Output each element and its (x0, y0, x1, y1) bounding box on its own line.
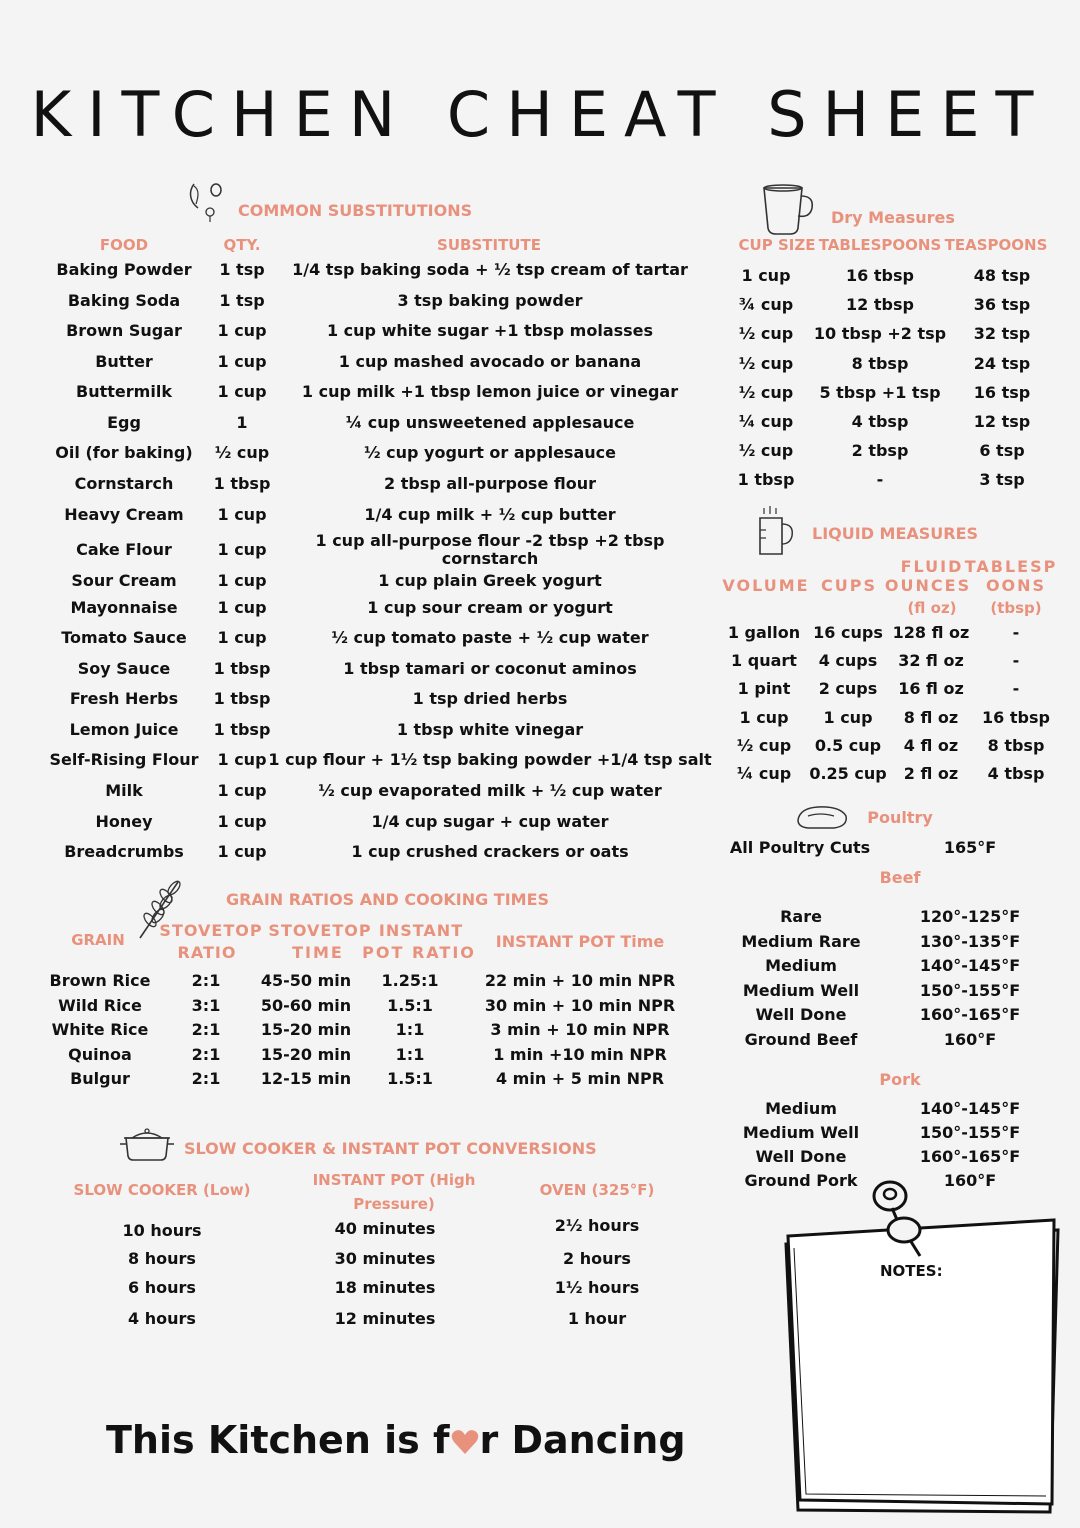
dry-tsp-cell: 16 tsp (973, 382, 1031, 402)
col-tablespoons-header: TABLESPOONS (818, 236, 942, 254)
sub-food-cell: Butter (95, 352, 153, 371)
dry-cup-cell: ½ cup (738, 353, 794, 373)
liquid-cups-cell: 0.25 cup (809, 764, 887, 783)
grain-ip-time-cell: 30 min + 10 min NPR (484, 995, 676, 1015)
col-fluid-header-2: OUNCES (884, 576, 972, 595)
col-stovetop-ratio-header-1: STOVETOP (159, 921, 263, 940)
liquid-tbsp-cell: 4 tbsp (987, 764, 1045, 783)
liquid-tbsp-cell: 16 tbsp (982, 707, 1050, 727)
sub-food-cell: Buttermilk (76, 382, 172, 401)
col-tbsp-header-1: TABLESP (964, 557, 1058, 576)
liquid-volume-cell: ¼ cup (736, 764, 792, 783)
sub-substitute-cell: 1 cup plain Greek yogurt (378, 571, 602, 590)
grain-ratio-cell: 2:1 (191, 1069, 221, 1088)
liquid-cups-cell: 2 cups (818, 679, 878, 699)
col-ip-header-2: Pressure) (353, 1195, 435, 1213)
sub-food-cell: Soy Sauce (77, 659, 171, 678)
dry-tbsp-cell: 16 tbsp (846, 266, 914, 285)
dry-tbsp-cell: 10 tbsp +2 tsp (813, 324, 947, 344)
col-stovetop-ratio-header-2: RATIO (177, 943, 237, 962)
sub-food-cell: Milk (105, 781, 143, 800)
liquid-tbsp-cell: - (1012, 623, 1020, 642)
col-ip-header-1: INSTANT POT (High (312, 1171, 476, 1189)
sub-substitute-cell-line2: cornstarch (441, 549, 539, 568)
grain-ratio-cell: 2:1 (191, 971, 221, 990)
liquid-floz-cell: 8 fl oz (903, 707, 959, 727)
dry-tsp-cell: 32 tsp (973, 324, 1031, 344)
sub-food-cell: Mayonnaise (70, 598, 178, 617)
liquid-volume-cell: 1 pint (737, 679, 791, 699)
dry-tbsp-cell: - (876, 470, 884, 490)
grain-name-cell: Bulgur (70, 1069, 130, 1088)
sub-substitute-cell: ½ cup yogurt or applesauce (364, 443, 616, 462)
pork-temp-cell: 150°-155°F (919, 1123, 1021, 1142)
dry-tsp-cell: 24 tsp (973, 353, 1031, 373)
sub-substitute-cell: ½ cup tomato paste + ½ cup water (331, 628, 649, 647)
liquid-tbsp-cell: 8 tbsp (987, 735, 1045, 755)
grain-ip-time-cell: 4 min + 5 min NPR (495, 1069, 665, 1088)
oven-cell: 1½ hours (554, 1278, 640, 1297)
grain-ip-ratio-cell: 1:1 (395, 1044, 425, 1064)
sub-qty-cell: 1 cup (217, 382, 267, 401)
footer-slogan (106, 1418, 686, 1462)
sub-substitute-cell: 1/4 tsp baking soda + ½ tsp cream of tartar (292, 260, 688, 279)
sub-qty-cell: ½ cup (214, 443, 270, 462)
beef-temp-cell: 160°F (943, 1030, 997, 1049)
measuring-cup-icon (752, 506, 798, 558)
sub-qty-cell: 1 tbsp (213, 659, 271, 678)
sub-substitute-cell: 1 cup mashed avocado or banana (338, 352, 642, 371)
grain-ratio-cell: 3:1 (191, 995, 221, 1015)
grain-ip-ratio-cell: 1.5:1 (387, 1069, 433, 1088)
page-title: KITCHEN CHEAT SHEET (30, 78, 1050, 151)
sub-substitute-cell: 1 cup all-purpose flour -2 tbsp +2 tbsp (315, 531, 665, 550)
sub-qty-cell: 1 tsp (219, 260, 265, 279)
liquid-floz-cell: 2 fl oz (903, 764, 959, 783)
grain-ratio-cell: 2:1 (191, 1044, 221, 1064)
beef-doneness-cell: Medium Rare (741, 931, 861, 951)
sub-qty-cell: 1 cup (217, 842, 267, 861)
sub-substitute-cell: 1 cup sour cream or yogurt (367, 598, 613, 617)
col-stovetop-time-header-1: STOVETOP (268, 921, 372, 940)
dry-cup-cell: ½ cup (738, 441, 794, 461)
sub-food-cell: Lemon Juice (69, 720, 179, 739)
pork-temp-cell: 160°-165°F (919, 1147, 1021, 1166)
slow-cooker-cell: 8 hours (128, 1249, 196, 1268)
col-cups-header: CUPS (821, 576, 877, 595)
col-cup-size-header: CUP SIZE (738, 236, 816, 254)
col-grain-header: GRAIN (71, 931, 125, 949)
sub-food-cell: Self-Rising Flour (49, 750, 199, 769)
col-stovetop-time-header-2: TIME (292, 943, 344, 962)
liquid-cups-cell: 16 cups (813, 623, 883, 642)
sub-substitute-cell: 1 cup crushed crackers or oats (351, 842, 629, 861)
sub-qty-cell: 1 tbsp (213, 689, 271, 708)
coffee-cup-icon (758, 182, 818, 238)
sub-qty-cell: 1 cup (217, 598, 267, 617)
dry-cup-cell: ¼ cup (738, 412, 794, 431)
grain-time-cell: 45-50 min (260, 971, 352, 990)
col-ip-ratio-header-2: POT RATIO (362, 943, 476, 962)
beef-doneness-cell: Medium Well (742, 980, 860, 1000)
grain-name-cell: Brown Rice (49, 971, 151, 990)
beef-doneness-cell: Ground Beef (744, 1030, 858, 1049)
sub-food-cell: Baking Soda (67, 291, 181, 310)
grain-ip-time-cell: 22 min + 10 min NPR (484, 971, 676, 990)
liquid-volume-cell: ½ cup (736, 735, 792, 755)
grain-heading: GRAIN RATIOS AND COOKING TIMES (226, 890, 550, 909)
slow-heading: SLOW COOKER & INSTANT POT CONVERSIONS (184, 1139, 597, 1158)
herbs-icon (186, 180, 226, 224)
sub-food-cell: Cake Flour (76, 540, 172, 559)
sub-food-cell: Brown Sugar (66, 321, 182, 340)
sub-qty-cell: 1 cup (217, 781, 267, 800)
liquid-volume-cell: 1 quart (731, 651, 797, 671)
sub-substitute-cell: ¼ cup unsweetened applesauce (345, 413, 635, 432)
instant-pot-cell: 12 minutes (334, 1309, 436, 1328)
dry-heading: Dry Measures (831, 208, 955, 227)
dry-cup-cell: 1 tbsp (737, 470, 795, 490)
sub-food-cell: Honey (95, 812, 153, 831)
sub-food-cell: Breadcrumbs (64, 842, 184, 861)
col-fluid-header-3: (fl oz) (907, 599, 957, 617)
pork-doneness-cell: Ground Pork (744, 1171, 858, 1190)
sub-food-cell: Cornstarch (74, 474, 174, 493)
sub-substitute-cell: ½ cup evaporated milk + ½ cup water (318, 781, 662, 800)
beef-doneness-cell: Medium (765, 956, 837, 976)
dry-tsp-cell: 6 tsp (979, 441, 1025, 461)
sub-qty-cell: 1 cup (217, 321, 267, 340)
col-slow-header: SLOW COOKER (Low) (73, 1181, 251, 1199)
beef-doneness-cell: Well Done (755, 1005, 847, 1025)
sub-food-cell: Tomato Sauce (61, 628, 187, 647)
pork-doneness-cell: Well Done (755, 1147, 847, 1166)
chicken-icon (794, 802, 850, 832)
sub-substitute-cell: 3 tsp baking powder (397, 291, 583, 310)
pushpin-icon (864, 1172, 934, 1262)
dry-tsp-cell: 3 tsp (979, 470, 1025, 490)
dry-tsp-cell: 36 tsp (973, 295, 1031, 315)
liquid-floz-cell: 16 fl oz (898, 679, 964, 699)
sub-substitute-cell: 1 tbsp tamari or coconut aminos (343, 659, 637, 678)
dry-tbsp-cell: 12 tbsp (846, 295, 914, 315)
grain-ip-ratio-cell: 1.5:1 (387, 995, 433, 1015)
footer-text-2: r Dancing (479, 1418, 686, 1462)
dry-cup-cell: ½ cup (738, 382, 794, 402)
liquid-floz-cell: 32 fl oz (898, 651, 964, 671)
grain-time-cell: 12-15 min (260, 1069, 352, 1088)
grain-ratio-cell: 2:1 (191, 1020, 221, 1039)
col-volume-header: VOLUME (722, 576, 810, 595)
liquid-cups-cell: 4 cups (818, 651, 878, 671)
pork-temp-cell: 140°-145°F (919, 1099, 1021, 1118)
sub-qty-cell: 1 cup (217, 540, 267, 559)
sub-food-cell: Sour Cream (71, 571, 177, 590)
sub-food-cell: Fresh Herbs (69, 689, 179, 708)
dry-cup-cell: 1 cup (741, 266, 791, 285)
grain-time-cell: 15-20 min (260, 1020, 352, 1039)
beef-temp-cell: 140°-145°F (919, 956, 1021, 976)
dry-tbsp-cell: 4 tbsp (851, 412, 909, 431)
poultry-heading: Poultry (867, 808, 933, 827)
col-ip-time-header: INSTANT POT Time (495, 932, 665, 951)
substitutions-heading: COMMON SUBSTITUTIONS (238, 201, 473, 220)
pork-temp-cell: 160°F (943, 1171, 997, 1190)
slow-cooker-cell: 10 hours (122, 1221, 202, 1240)
pork-heading: Pork (879, 1070, 921, 1089)
oven-cell: 2 hours (563, 1249, 631, 1268)
sub-substitute-cell: 1 tsp dried herbs (412, 689, 568, 708)
col-fluid-header-1: FLUID (900, 557, 964, 576)
grain-time-cell: 50-60 min (260, 995, 352, 1015)
liquid-floz-cell: 128 fl oz (892, 623, 970, 642)
col-food-header: FOOD (99, 236, 149, 254)
slow-cooker-cell: 4 hours (128, 1309, 196, 1328)
grain-name-cell: Quinoa (68, 1044, 132, 1064)
grain-name-cell: Wild Rice (58, 995, 142, 1015)
oven-cell: 1 hour (567, 1309, 627, 1328)
grain-ip-time-cell: 1 min +10 min NPR (493, 1044, 667, 1064)
col-tbsp-header-3: (tbsp) (990, 599, 1042, 617)
dry-tbsp-cell: 8 tbsp (851, 353, 909, 373)
oven-cell: 2½ hours (554, 1216, 640, 1235)
sub-qty-cell: 1 cup (217, 628, 267, 647)
slow-cooker-cell: 6 hours (128, 1278, 196, 1297)
sub-qty-cell: 1 cup (217, 571, 267, 590)
sub-food-cell: Heavy Cream (64, 505, 184, 524)
grain-ip-ratio-cell: 1.25:1 (381, 971, 439, 990)
sub-qty-cell: 1 cup (217, 812, 267, 831)
sub-substitute-cell: 1 tbsp white vinegar (396, 720, 584, 739)
grain-ip-ratio-cell: 1:1 (395, 1020, 425, 1039)
beef-temp-cell: 130°-135°F (919, 931, 1021, 951)
liquid-tbsp-cell: - (1012, 679, 1020, 699)
col-ip-ratio-header-1: INSTANT (378, 921, 464, 940)
poultry-label: All Poultry Cuts (729, 838, 871, 857)
liquid-volume-cell: 1 cup (739, 707, 789, 727)
col-tbsp-header-2: OONS (985, 576, 1047, 595)
col-oven-header: OVEN (325°F) (539, 1181, 655, 1199)
grain-time-cell: 15-20 min (260, 1044, 352, 1064)
pork-doneness-cell: Medium (765, 1099, 837, 1118)
sub-substitute-cell: 1 cup milk +1 tbsp lemon juice or vinegar (301, 382, 679, 401)
liquid-volume-cell: 1 gallon (727, 623, 801, 642)
beef-heading: Beef (879, 868, 921, 887)
sub-substitute-cell: 1 cup white sugar +1 tbsp molasses (326, 321, 654, 340)
liquid-cups-cell: 0.5 cup (814, 735, 882, 755)
sub-substitute-cell: 1 cup flour + 1½ tsp baking powder +1/4 tsp salt (268, 750, 712, 769)
liquid-floz-cell: 4 fl oz (903, 735, 959, 755)
sub-substitute-cell: 1/4 cup sugar + cup water (371, 812, 609, 831)
beef-temp-cell: 160°-165°F (919, 1005, 1021, 1025)
dry-tbsp-cell: 2 tbsp (851, 441, 909, 461)
footer-text-1: This Kitchen is f (106, 1418, 450, 1462)
col-qty-header: QTY. (223, 236, 261, 254)
poultry-temp: 165°F (943, 838, 997, 857)
beef-doneness-cell: Rare (780, 907, 822, 926)
grain-name-cell: White Rice (51, 1020, 149, 1039)
pot-icon (118, 1126, 176, 1162)
heart-icon (450, 1427, 480, 1457)
sub-substitute-cell: 2 tbsp all-purpose flour (383, 474, 597, 493)
sub-qty-cell: 1 cup (217, 750, 267, 769)
liquid-tbsp-cell: - (1012, 651, 1020, 671)
sub-qty-cell: 1 tbsp (213, 474, 271, 493)
sub-food-cell: Baking Powder (56, 260, 192, 279)
pork-doneness-cell: Medium Well (742, 1123, 860, 1142)
liquid-heading: LIQUID MEASURES (812, 524, 979, 543)
sub-qty-cell: 1 tsp (219, 291, 265, 310)
dry-cup-cell: ¾ cup (738, 295, 794, 315)
sub-food-cell: Oil (for baking) (55, 443, 193, 462)
dry-tsp-cell: 12 tsp (973, 412, 1031, 431)
col-teaspoons-header: TEASPOONS (944, 236, 1048, 254)
dry-tsp-cell: 48 tsp (973, 266, 1031, 285)
sub-food-cell: Egg (107, 413, 141, 432)
beef-temp-cell: 120°-125°F (919, 907, 1021, 926)
instant-pot-cell: 30 minutes (334, 1249, 436, 1268)
sub-substitute-cell: 1/4 cup milk + ½ cup butter (364, 505, 616, 524)
sub-qty-cell: 1 (236, 413, 248, 432)
instant-pot-cell: 40 minutes (334, 1219, 436, 1238)
dry-cup-cell: ½ cup (738, 324, 794, 344)
sub-qty-cell: 1 cup (217, 352, 267, 371)
grain-ip-time-cell: 3 min + 10 min NPR (490, 1020, 670, 1039)
col-substitute-header: SUBSTITUTE (437, 236, 541, 254)
beef-temp-cell: 150°-155°F (919, 980, 1021, 1000)
sub-qty-cell: 1 tbsp (213, 720, 271, 739)
dry-tbsp-cell: 5 tbsp +1 tsp (819, 382, 941, 402)
instant-pot-cell: 18 minutes (334, 1278, 436, 1297)
notes-label: NOTES: (880, 1262, 943, 1280)
liquid-cups-cell: 1 cup (823, 707, 873, 727)
sub-qty-cell: 1 cup (217, 505, 267, 524)
